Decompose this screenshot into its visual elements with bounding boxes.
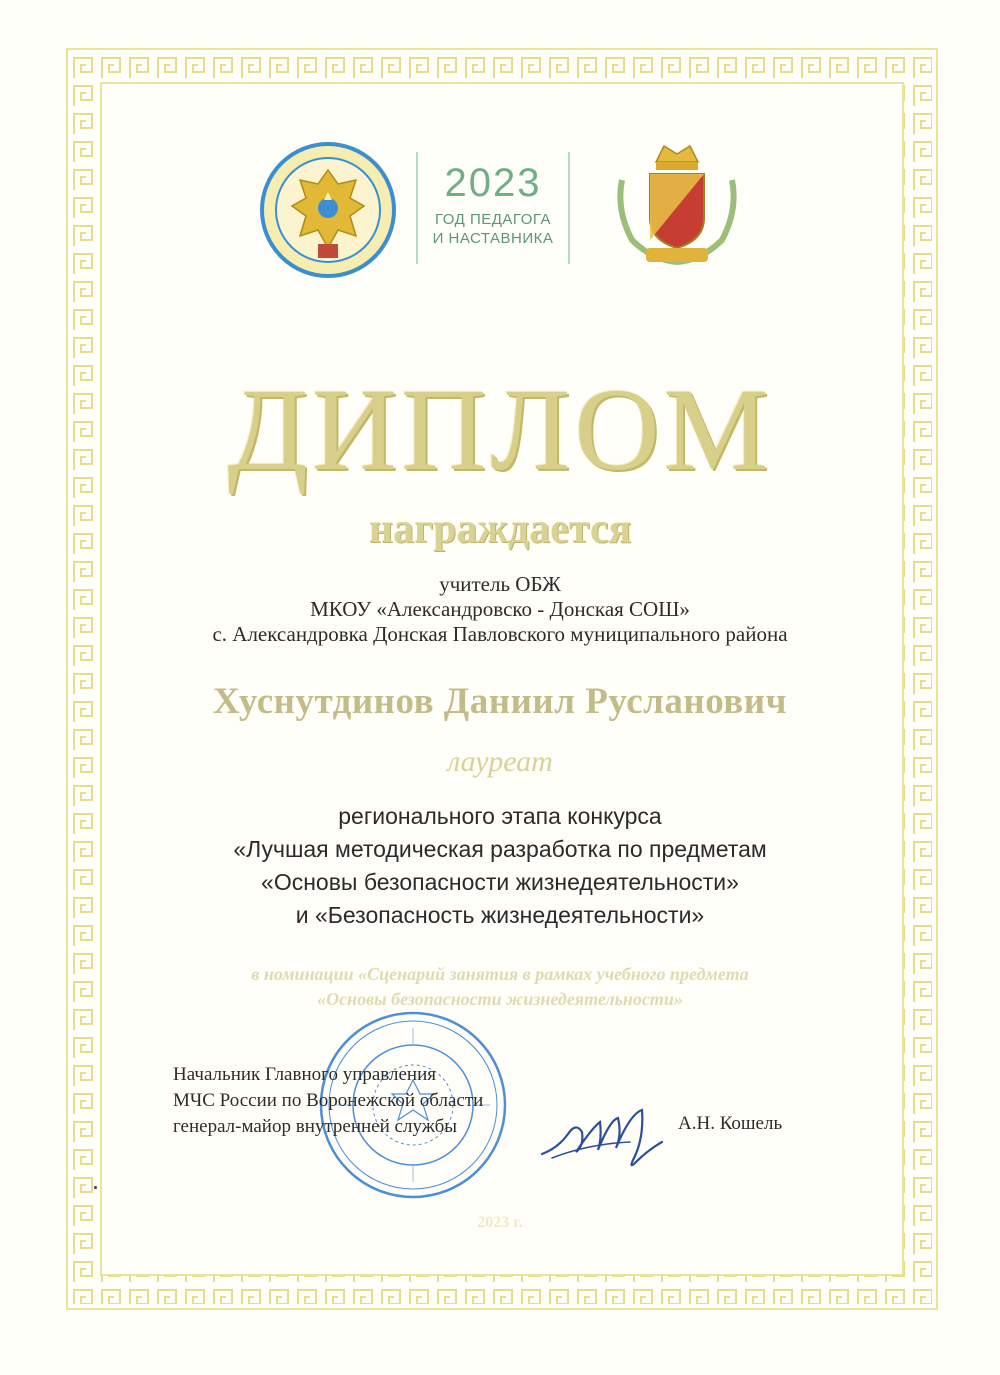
awarded-subtitle: награждается [368, 506, 632, 552]
organization-line2: МКОУ «Александровско - Донская СОШ» [310, 597, 690, 621]
contest-line2: «Лучшая методическая разработка по предметам [233, 836, 767, 862]
signatory-block [173, 1062, 593, 1140]
signatory-line3: генерал-майор внутренней службы [173, 1116, 457, 1137]
contest-line4: и «Безопасность жизнедеятельности» [295, 902, 705, 928]
nomination-block [0, 962, 1000, 1012]
handwritten-signature-icon [538, 1098, 668, 1174]
header-divider-left [416, 152, 418, 264]
signatory-line1: Начальник Главного управления [173, 1064, 437, 1085]
organization-line3: с. Александровка Донская Павловского муниципального района [212, 622, 788, 646]
voronezh-crest-icon [612, 140, 742, 272]
nomination-line2: «Основы безопасности жизнедеятельности» [317, 989, 683, 1009]
recipient-status: лауреат [447, 745, 553, 778]
contest-block [0, 800, 1000, 932]
year-logo-caption-line1: ГОД ПЕДАГОГА [435, 211, 551, 228]
mchs-emblem-icon [258, 140, 398, 280]
year-logo-caption-line2: И НАСТАВНИКА [432, 230, 554, 247]
nomination-line1: в номинации «Сценарий занятия в рамках учебного предмета [251, 964, 749, 984]
contest-line3: «Основы безопасности жизнедеятельности» [261, 869, 739, 895]
organization-line1: учитель ОБЖ [439, 572, 561, 596]
issue-year: 2023 г. [477, 1214, 523, 1231]
recipient-name: Хуснутдинов Даниил Русланович [213, 681, 787, 722]
signer-name: А.Н. Кошель [678, 1113, 783, 1134]
header-divider-right [568, 152, 570, 264]
scan-speck [94, 1186, 97, 1189]
organization-block [0, 572, 1000, 647]
contest-line1: регионального этапа конкурса [338, 803, 662, 829]
year-logo-number: 2023 [444, 161, 542, 205]
year-of-teacher-logo [420, 152, 566, 264]
diploma-title: ДИПЛОМ [227, 364, 773, 495]
signatory-line2: МЧС России по Воронежской области [173, 1090, 484, 1111]
